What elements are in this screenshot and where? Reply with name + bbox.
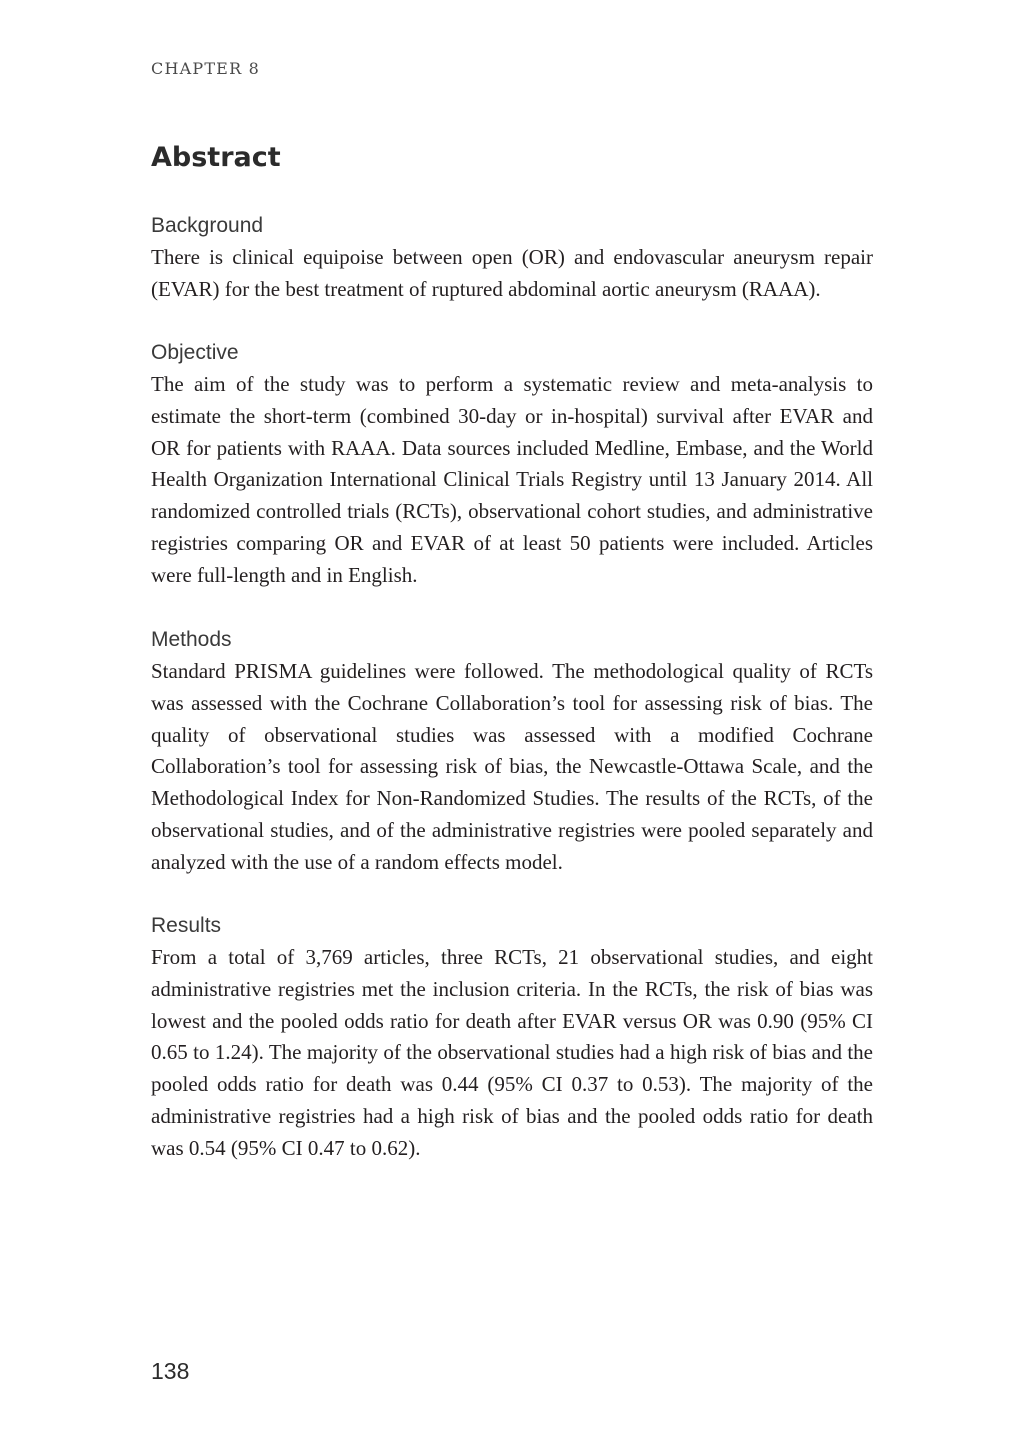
results-text: From a total of 3,769 articles, three RCTs, 21 observational studies, and eight administrative registries met the inclusion criteria. In the RCTs, the risk of bias was lowest and the pooled odds ratio for death after EVAR versus OR was 0.90 (95% CI 0.65 to 1.24). The majority of the observational studies had a high risk of bias and the pooled odds ratio for death was 0.44 (95% CI 0.37 to 0.53). The majority of the administrative registries had a high risk of bias and the pooled odds ratio for death was 0.54 (95% CI 0.47 to 0.62). — [151, 945, 873, 1160]
page-number: 138 — [151, 1358, 190, 1384]
methods-heading: Methods — [151, 628, 232, 651]
background-text: There is clinical equipoise between open (OR) and endovascular aneurysm repair (EVAR) for the best treatment of ruptured abdominal aortic aneurysm (RAAA). — [151, 245, 873, 301]
objective-heading: Objective — [151, 341, 239, 364]
running-head: CHAPTER 8 — [151, 59, 260, 78]
background-heading: Background — [151, 214, 264, 237]
methods-text: Standard PRISMA guidelines were followed. The methodological quality of RCTs was assessed with the Cochrane Collaboration’s tool for assessing risk of bias. The quality of observational studies was assessed with a modified Cochrane Collaboration’s tool for assessing risk of bias, the Newcastle-Ottawa Scale, and the Methodological Index for Non-Randomized Studies. The results of the RCTs, of the observational studies, and of the administrative registries were pooled separately and analyzed with the use of a random effects model. — [151, 659, 873, 874]
results-section — [151, 912, 873, 1165]
background-section — [151, 212, 873, 306]
results-heading: Results — [151, 914, 222, 937]
objective-text: The aim of the study was to perform a systematic review and meta-analysis to estimate the short-term (combined 30-day or in-hospital) survival after EVAR and OR for patients with RAAA. Data sources included Medline, Embase, and the World Health Organization International Clinical Trials Registry until 13 January 2014. All randomized controlled trials (RCTs), observational cohort studies, and administrative registries comparing OR and EVAR of at least 50 patients were included. Articles were full-length and in English. — [151, 372, 873, 587]
abstract-title: Abstract — [151, 142, 281, 173]
methods-section — [151, 626, 873, 879]
objective-section — [151, 339, 873, 592]
